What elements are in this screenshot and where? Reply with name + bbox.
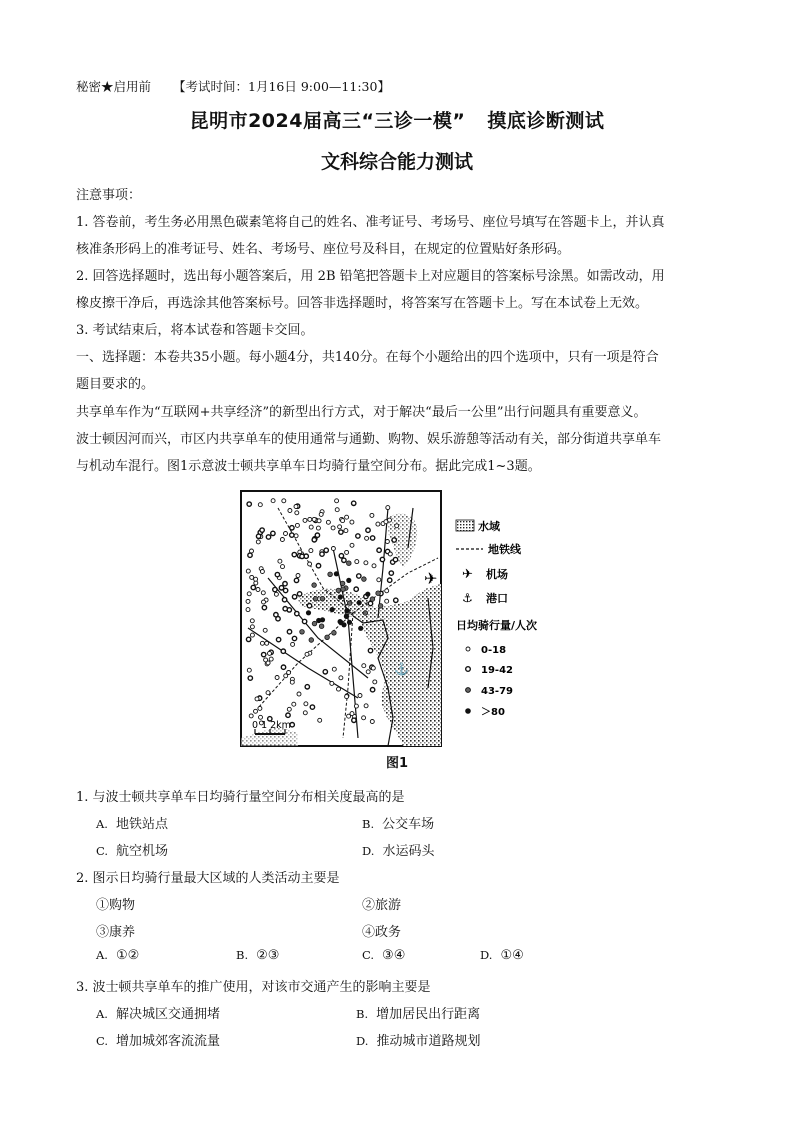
bike-station-dot <box>251 585 255 589</box>
map-legend <box>456 519 537 718</box>
bike-station-dot <box>370 688 374 692</box>
bike-station-dot <box>281 665 285 669</box>
note-1-line-2: 核准条形码上的准考证号、姓名、考场号、座位号及科目，在规定的位置贴好条形码。 <box>76 242 571 257</box>
bike-station-dot <box>376 522 380 526</box>
bike-station-dot <box>347 620 352 625</box>
legend-dot-1 <box>466 647 470 651</box>
option-text: 增加城郊客流流量 <box>116 1034 221 1049</box>
bike-station-dot <box>262 600 266 604</box>
section-instructions-line-1: 一、选择题：本卷共35小题。每小题4分，共140分。在每个小题给出的四个选项中，只有一项是符合 <box>76 350 659 365</box>
q3-option-a[interactable] <box>96 1003 220 1022</box>
bike-station-dot <box>365 592 370 597</box>
scale-label: 0 1 2km <box>252 720 291 731</box>
q1-option-b[interactable] <box>362 813 434 832</box>
figure-caption: 图1 <box>385 756 409 771</box>
bike-station-dot <box>294 534 298 538</box>
bike-station-dot <box>376 591 381 596</box>
bike-station-dot <box>294 505 298 509</box>
bike-station-dot <box>273 587 277 591</box>
bike-station-dot <box>393 557 397 561</box>
bike-station-dot <box>266 691 270 695</box>
bike-station-dot <box>338 525 342 529</box>
bike-station-dot <box>339 554 343 558</box>
bike-station-dot <box>302 619 306 623</box>
legend-range-4: ＞80 <box>481 707 505 718</box>
bike-station-dot <box>318 718 322 722</box>
bike-station-dot <box>296 574 300 578</box>
bike-station-dot <box>271 531 275 535</box>
q3-option-d[interactable] <box>356 1030 480 1049</box>
bike-station-dot <box>282 499 286 503</box>
bike-station-dot <box>388 578 392 582</box>
bike-station-dot <box>274 613 278 617</box>
bike-station-dot <box>386 506 390 510</box>
bike-station-dot <box>366 528 370 532</box>
legend-range-2: 19-42 <box>481 665 513 676</box>
bike-station-dot <box>341 519 345 523</box>
bike-station-dot <box>281 649 285 653</box>
bike-station-dot <box>309 525 313 529</box>
bike-station-dot <box>292 636 296 640</box>
q2-option-a[interactable] <box>96 948 139 963</box>
bike-station-dot <box>335 499 339 503</box>
bike-station-dot <box>297 692 301 696</box>
bike-station-dot <box>362 716 366 720</box>
bike-station-dot <box>339 530 343 534</box>
q1-option-c[interactable] <box>96 840 168 859</box>
bike-station-dot <box>309 549 313 553</box>
bike-station-dot <box>300 554 304 558</box>
bike-station-dot <box>354 704 358 708</box>
bike-station-dot <box>256 588 260 592</box>
bike-station-dot <box>373 680 377 684</box>
bike-station-dot <box>380 557 384 561</box>
option-letter: B. <box>362 817 375 831</box>
option-text: 航空机场 <box>116 844 169 859</box>
bike-station-dot <box>283 607 287 611</box>
bike-station-dot <box>336 588 341 593</box>
port-icon: ⚓ <box>394 662 409 676</box>
bike-station-dot <box>250 619 254 623</box>
bike-station-dot <box>345 608 350 613</box>
bike-station-dot <box>312 583 317 588</box>
bike-station-dot <box>356 534 360 538</box>
bike-station-dot <box>354 587 358 591</box>
bike-station-dot <box>312 538 316 542</box>
bike-station-dot <box>317 519 321 523</box>
bike-station-dot <box>338 620 343 625</box>
bike-station-dot <box>350 543 354 547</box>
q3-option-b[interactable] <box>356 1003 480 1022</box>
note-2-line-2: 橡皮擦干净后，再选涂其他答案标号。回答非选择题时，将答案写在答题卡上。写在本试卷上无效。 <box>76 296 649 311</box>
bike-station-dot <box>312 621 317 626</box>
bike-station-dot <box>363 611 368 616</box>
bike-station-dot <box>324 548 328 552</box>
bike-station-dot <box>262 605 266 609</box>
page-title <box>0 106 794 133</box>
option-text: ①② <box>115 948 140 963</box>
bike-station-dot <box>310 705 314 709</box>
option-text: 解决城区交通拥堵 <box>115 1007 220 1022</box>
bike-station-dot <box>250 633 254 637</box>
bike-station-dot <box>294 578 298 582</box>
bike-station-dot <box>295 611 299 615</box>
bike-station-dot <box>347 601 352 606</box>
bike-station-dot <box>385 540 389 544</box>
bike-station-dot <box>338 595 343 600</box>
bike-station-dot <box>364 561 368 565</box>
bike-station-dot <box>316 526 320 530</box>
bike-station-dot <box>323 670 327 674</box>
bike-station-dot <box>352 501 356 505</box>
legend-metro: 地铁线 <box>488 543 521 556</box>
legend-range-3: 43-79 <box>481 686 513 697</box>
section-instructions-line-2: 题目要求的。 <box>76 377 155 392</box>
bike-station-dot <box>284 532 288 536</box>
bike-station-dot <box>247 502 251 506</box>
bike-station-dot <box>254 709 258 713</box>
option-letter: C. <box>96 1034 109 1048</box>
bike-station-dot <box>364 704 368 708</box>
bike-station-dot <box>278 559 282 563</box>
note-3: 3. 考试结束后，将本试卷和答题卡交回。 <box>76 323 314 338</box>
bike-station-dot <box>362 664 366 668</box>
bike-station-dot <box>316 618 321 623</box>
bike-station-dot <box>394 598 398 602</box>
bike-station-dot <box>250 575 254 579</box>
bike-station-dot <box>331 526 335 530</box>
bike-station-dot <box>347 561 352 566</box>
bike-station-dot <box>365 536 369 540</box>
option-text: 水运码头 <box>382 844 435 859</box>
option-letter: A. <box>96 948 108 962</box>
bike-station-dot <box>337 687 341 691</box>
bike-station-dot <box>286 713 290 717</box>
passage-line-3: 与机动车混行。图1示意波士顿共享单车日均骑行量空间分布。据此完成1~3题。 <box>76 459 541 474</box>
q1-option-d[interactable] <box>362 840 434 859</box>
bike-station-dot <box>326 520 330 524</box>
option-text: ②③ <box>256 948 280 963</box>
secret-label: 秘密★启用前 <box>76 79 152 94</box>
bike-station-dot <box>274 592 278 596</box>
q2-option-d[interactable] <box>480 948 524 963</box>
bike-station-dot <box>358 626 363 631</box>
bike-station-dot <box>320 552 324 556</box>
bike-station-dot <box>325 635 330 640</box>
bike-station-dot <box>295 523 299 527</box>
title-part-b: 摸底诊断测试 <box>487 110 605 132</box>
bike-station-dot <box>357 600 362 605</box>
bike-station-dot <box>297 592 301 596</box>
option-letter: A. <box>96 817 108 831</box>
bike-station-dot <box>258 503 262 507</box>
bike-station-dot <box>377 548 381 552</box>
legend-dot-3 <box>466 688 471 693</box>
subject-title: 文科综合能力测试 <box>320 151 473 173</box>
bike-station-dot <box>319 624 324 629</box>
bike-station-dot <box>372 564 376 568</box>
option-letter: B. <box>356 1007 369 1021</box>
bike-station-dot <box>288 509 292 513</box>
bike-station-dot <box>371 666 375 670</box>
legend-range-1: 0-18 <box>481 645 507 656</box>
bike-station-dot <box>249 714 253 718</box>
q2-item-2: ②旅游 <box>362 898 402 913</box>
bike-station-dot <box>366 670 370 674</box>
legend-water: 水域 <box>478 520 500 533</box>
bike-station-dot <box>385 589 389 593</box>
notes-heading: 注意事项： <box>76 188 142 203</box>
bike-station-dot <box>345 515 349 519</box>
bike-station-dot <box>305 685 309 689</box>
bike-station-dot <box>362 577 367 582</box>
question-2-stem: 2. 图示日均骑行量最大区域的人类活动主要是 <box>76 871 340 886</box>
bike-station-dot <box>295 511 299 515</box>
bike-station-dot <box>248 553 252 557</box>
bike-station-dot <box>395 524 399 528</box>
bike-station-dot <box>368 648 372 652</box>
bike-station-dot <box>290 526 294 530</box>
bike-station-dot <box>292 595 296 599</box>
legend-airport-icon: ✈ <box>462 567 473 582</box>
option-letter: C. <box>96 844 109 858</box>
bike-station-dot <box>281 565 285 569</box>
bike-station-dot <box>268 651 272 655</box>
bike-station-dot <box>378 604 383 609</box>
legend-dot-2 <box>466 667 471 672</box>
bike-station-dot <box>305 652 309 656</box>
bike-station-dot <box>335 508 339 512</box>
bike-station-dot <box>255 697 259 701</box>
bike-station-dot <box>370 536 374 540</box>
bike-station-dot <box>384 520 388 524</box>
bike-station-dot <box>254 577 258 581</box>
bike-station-dot <box>248 676 252 680</box>
bike-station-dot <box>303 711 307 715</box>
bike-station-dot <box>247 668 251 672</box>
bike-station-dot <box>368 601 372 605</box>
bike-station-dot <box>328 572 333 577</box>
bike-station-dot <box>370 513 374 517</box>
note-1-line-1: 1. 答卷前，考生务必用黑色碳素笔将自己的姓名、准考证号、考场号、座位号填写在答题卡上，并认真 <box>76 215 665 230</box>
q3-option-c[interactable] <box>96 1030 220 1049</box>
option-letter: C. <box>362 948 375 962</box>
bike-station-dot <box>269 657 273 661</box>
bike-station-dot <box>358 694 362 698</box>
option-text: 地铁站点 <box>115 817 168 832</box>
bike-station-dot <box>263 628 267 632</box>
bike-station-dot <box>339 676 343 680</box>
bike-station-dot <box>357 574 361 578</box>
option-text: 增加居民出行距离 <box>376 1007 481 1022</box>
bike-station-dot <box>276 637 280 641</box>
q1-option-a[interactable] <box>96 813 168 832</box>
q2-option-b[interactable] <box>236 948 279 963</box>
bike-station-dot <box>265 641 269 645</box>
bike-station-dot <box>306 610 311 615</box>
option-letter: A. <box>96 1007 108 1021</box>
bike-station-dot <box>312 517 316 521</box>
q2-item-3: ③康养 <box>96 925 136 940</box>
bike-station-dot <box>259 715 263 719</box>
bike-station-dot <box>388 552 392 556</box>
bike-station-dot <box>258 706 262 710</box>
option-text: 推动城市道路规划 <box>376 1034 481 1049</box>
bike-station-dot <box>282 598 286 602</box>
bike-station-dot <box>345 550 349 554</box>
bike-station-dot <box>344 529 348 533</box>
passage-line-1: 共享单车作为“互联网+共享经济”的新型出行方式，对于解决“最后一公里”出行问题具有重要意义。 <box>76 405 647 420</box>
legend-port-icon: ⚓ <box>462 591 473 605</box>
option-letter: B. <box>236 948 249 962</box>
option-letter: D. <box>362 844 375 858</box>
bike-station-dot <box>355 560 359 564</box>
bike-station-dot <box>389 571 393 575</box>
bike-station-dot <box>308 562 312 566</box>
bike-station-dot <box>385 599 389 603</box>
bike-station-dot <box>330 607 335 612</box>
bike-station-dot <box>292 552 296 556</box>
option-text: ①④ <box>500 948 524 963</box>
airport-icon: ✈ <box>424 569 438 588</box>
bike-station-dot <box>307 604 311 608</box>
bike-station-dot <box>283 582 287 586</box>
legend-ride-title: 日均骑行量/人次 <box>456 619 538 632</box>
bike-station-dot <box>332 631 337 636</box>
question-1-stem: 1. 与波士顿共享单车日均骑行量空间分布相关度最高的是 <box>76 790 405 805</box>
bike-station-dot <box>392 538 396 542</box>
bike-station-dot <box>279 586 283 590</box>
legend-airport: 机场 <box>486 568 508 581</box>
bike-station-dot <box>346 578 351 583</box>
bike-station-dot <box>350 520 354 524</box>
bike-station-dot <box>275 676 279 680</box>
bike-station-dot <box>316 564 320 568</box>
legend-dot-4 <box>465 708 471 714</box>
title-part-a: 昆明市2024届高三“三诊一模” <box>189 110 466 132</box>
bike-station-dot <box>246 608 250 612</box>
bike-station-dot <box>256 540 260 544</box>
bike-station-dot <box>352 718 356 722</box>
q2-item-1: ①购物 <box>96 898 136 913</box>
bike-station-dot <box>377 578 381 582</box>
bike-station-dot <box>246 599 250 603</box>
bike-station-dot <box>264 658 268 662</box>
bike-station-dot <box>287 630 291 634</box>
bike-station-dot <box>284 674 288 678</box>
header-line <box>76 77 390 95</box>
bike-station-dot <box>334 571 339 576</box>
bike-station-dot <box>300 630 305 635</box>
legend-port: 港口 <box>486 592 508 605</box>
passage-line-2: 波士顿因河而兴，市区内共享单车的使用通常与通勤、购物、娱乐游憩等活动有关，部分街道共享单车 <box>76 432 662 447</box>
bike-station-dot <box>332 667 336 671</box>
q2-option-c[interactable] <box>362 948 405 963</box>
bike-station-dot <box>309 638 314 643</box>
bike-station-dot <box>304 702 308 706</box>
bike-station-dot <box>250 625 254 629</box>
note-2-line-1: 2. 回答选择题时，选出每小题答案后，用 2B 铅笔把答题卡上对应题目的答案标号涂黑。如需改动，用 <box>76 269 665 284</box>
bike-station-dot <box>266 535 270 539</box>
bike-station-dot <box>260 570 264 574</box>
bike-station-dot <box>341 587 346 592</box>
question-3-stem: 3. 波士顿共享单车的推广使用，对该市交通产生的影响主要是 <box>76 980 431 995</box>
bike-station-dot <box>260 641 264 645</box>
bike-station-dot <box>320 596 325 601</box>
bike-station-dot <box>291 642 295 646</box>
bike-station-dot <box>345 695 349 699</box>
boston-bike-map-figure <box>238 488 558 768</box>
bike-station-dot <box>287 707 291 711</box>
bike-station-dot <box>342 558 346 562</box>
bike-station-dot <box>250 549 254 553</box>
bike-station-dot <box>308 517 312 521</box>
option-letter: D. <box>356 1034 369 1048</box>
option-text: 公交车场 <box>382 817 435 832</box>
bike-station-dot <box>319 512 323 516</box>
bike-station-dot <box>262 652 266 656</box>
bike-station-dot <box>290 680 294 684</box>
option-text: ③④ <box>382 948 406 963</box>
bike-station-dot <box>330 681 334 685</box>
legend-water-swatch <box>456 520 474 531</box>
bike-station-dot <box>344 614 349 619</box>
bike-station-dot <box>292 702 296 706</box>
bike-station-dot <box>247 592 251 596</box>
bike-station-dot <box>271 499 275 503</box>
bike-station-dot <box>260 528 264 532</box>
exam-time: 【考试时间：1月16日 9:00—11:30】 <box>173 79 390 94</box>
bike-station-dot <box>290 533 294 537</box>
bike-station-dot <box>313 597 318 602</box>
bike-station-dot <box>246 569 250 573</box>
bike-station-dot <box>350 712 354 716</box>
bike-station-dot <box>280 538 284 542</box>
bike-station-dot <box>261 591 265 595</box>
bike-station-dot <box>303 518 307 522</box>
bike-station-dot <box>275 572 279 576</box>
bike-station-dot <box>340 581 345 586</box>
bike-station-dot <box>246 637 250 641</box>
q2-item-4: ④政务 <box>362 925 402 940</box>
bike-station-dot <box>331 547 335 551</box>
option-letter: D. <box>480 948 493 962</box>
bike-station-dot <box>256 534 260 538</box>
bike-station-dot <box>370 720 374 724</box>
